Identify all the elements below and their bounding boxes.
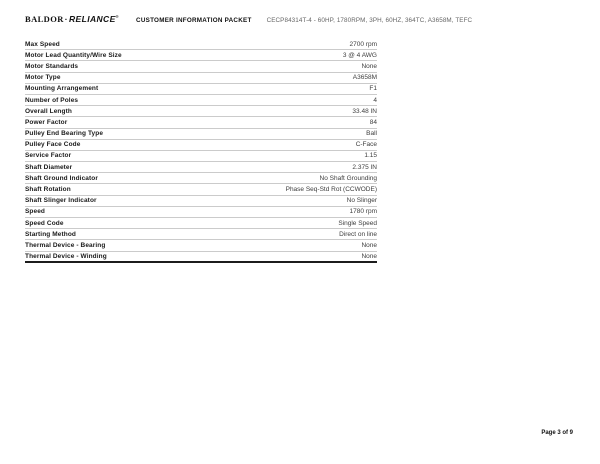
spec-value: C-Face bbox=[355, 141, 377, 149]
spec-label: Motor Lead Quantity/Wire Size bbox=[25, 51, 122, 59]
spec-label: Mounting Arrangement bbox=[25, 85, 99, 93]
table-row bbox=[25, 240, 377, 251]
spec-label: Number of Poles bbox=[25, 96, 79, 104]
spec-label: Power Factor bbox=[25, 118, 68, 126]
spec-value: 33.48 IN bbox=[352, 107, 377, 115]
spec-value: None bbox=[361, 241, 377, 249]
spec-label: Shaft Ground Indicator bbox=[25, 174, 98, 182]
table-row bbox=[25, 39, 377, 50]
document-header bbox=[25, 14, 580, 24]
document-title: CUSTOMER INFORMATION PACKET bbox=[136, 17, 252, 24]
spec-value: Direct on line bbox=[339, 230, 377, 238]
spec-value: Ball bbox=[366, 130, 377, 138]
spec-value: 4 bbox=[373, 96, 377, 104]
product-description: CECP84314T-4 - 60HP, 1780RPM, 3PH, 60HZ, 364TC, A3658M, TEFC bbox=[266, 17, 473, 24]
spec-label: Shaft Diameter bbox=[25, 163, 73, 171]
spec-value: 1.15 bbox=[364, 152, 377, 160]
baldor-reliance-logo bbox=[25, 14, 119, 24]
table-row bbox=[25, 84, 377, 95]
spec-value: None bbox=[361, 252, 377, 260]
table-row bbox=[25, 162, 377, 173]
spec-table bbox=[25, 39, 377, 263]
table-row bbox=[25, 117, 377, 128]
spec-value: F1 bbox=[369, 85, 377, 93]
spec-value: 84 bbox=[369, 118, 377, 126]
spec-label: Shaft Rotation bbox=[25, 186, 71, 194]
spec-label: Overall Length bbox=[25, 107, 72, 115]
spec-value: No Shaft Grounding bbox=[319, 174, 377, 182]
table-row bbox=[25, 73, 377, 84]
spec-label: Max Speed bbox=[25, 40, 60, 48]
table-row bbox=[25, 61, 377, 72]
spec-value: 2700 rpm bbox=[349, 40, 377, 48]
spec-label: Service Factor bbox=[25, 152, 72, 160]
table-row bbox=[25, 207, 377, 218]
logo-separator: · bbox=[64, 14, 69, 24]
table-row bbox=[25, 95, 377, 106]
spec-value: Phase Seq-Std Rot (CCWODE) bbox=[285, 186, 377, 194]
registered-trademark-icon: ® bbox=[115, 14, 120, 20]
spec-label: Speed bbox=[25, 208, 46, 216]
spec-label: Pulley End Bearing Type bbox=[25, 130, 104, 138]
logo-baldor-text: BALDOR bbox=[25, 14, 64, 24]
table-row bbox=[25, 218, 377, 229]
logo-reliance-text: RELIANCE bbox=[69, 14, 116, 24]
table-row bbox=[25, 50, 377, 61]
spec-value: 3 @ 4 AWG bbox=[342, 51, 377, 59]
table-row bbox=[25, 196, 377, 207]
spec-label: Thermal Device - Bearing bbox=[25, 241, 106, 249]
spec-value: No Slinger bbox=[346, 197, 377, 205]
table-row bbox=[25, 151, 377, 162]
table-row bbox=[25, 252, 377, 263]
spec-value: A3658M bbox=[352, 74, 377, 82]
spec-value: Single Speed bbox=[338, 219, 377, 227]
spec-label: Shaft Slinger Indicator bbox=[25, 197, 97, 205]
table-row bbox=[25, 229, 377, 240]
page-indicator: Page 3 of 9 bbox=[541, 430, 573, 436]
table-row bbox=[25, 184, 377, 195]
spec-label: Starting Method bbox=[25, 230, 76, 238]
table-row bbox=[25, 106, 377, 117]
spec-value: None bbox=[361, 62, 377, 70]
table-row bbox=[25, 129, 377, 140]
spec-value: 1780 rpm bbox=[349, 208, 377, 216]
spec-label: Pulley Face Code bbox=[25, 141, 81, 149]
spec-label: Thermal Device - Winding bbox=[25, 252, 107, 260]
spec-label: Motor Type bbox=[25, 74, 61, 82]
spec-label: Speed Code bbox=[25, 219, 64, 227]
table-row bbox=[25, 140, 377, 151]
spec-label: Motor Standards bbox=[25, 62, 79, 70]
spec-value: 2.375 IN bbox=[352, 163, 377, 171]
table-row bbox=[25, 173, 377, 184]
